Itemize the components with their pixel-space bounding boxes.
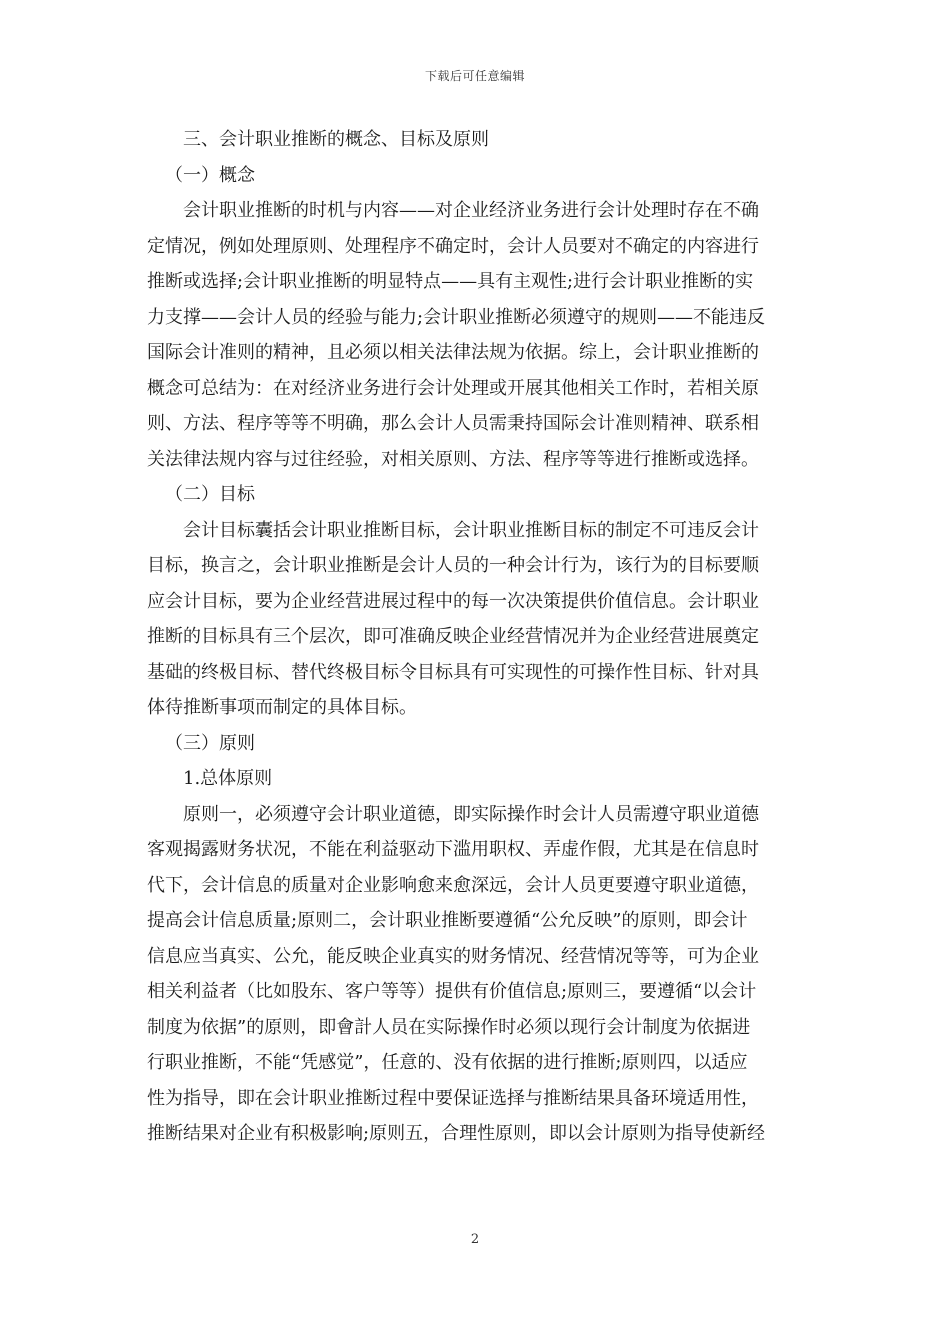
paragraph-line: 定情况，例如处理原则、处理程序不确定时，会计人员要对不确定的内容进行	[147, 235, 759, 257]
paragraph-line: 制度为依据”的原则，即會計人员在实际操作时必须以现行会计制度为依据进	[147, 1016, 751, 1038]
paragraph-line: 推断结果对企业有积极影响;原则五，合理性原则，即以会计原则为指导使新经	[147, 1123, 766, 1144]
section-heading: 三、会计职业推断的概念、目标及原则	[183, 129, 489, 150]
paragraph-line: 国际会计准则的精神，且必须以相关法律法规为依据。综上，会计职业推断的	[147, 342, 759, 363]
paragraph-line: 目标，换言之，会计职业推断是会计人员的一种会计行为，该行为的目标要顺	[147, 555, 759, 576]
paragraph-line: 提高会计信息质量;原则二，会计职业推断要遵循“公允反映”的原则，即会计	[147, 910, 748, 931]
paragraph-line: 应会计目标，要为企业经营进展过程中的每一次决策提供价值信息。会计职业	[147, 590, 759, 612]
paragraph-line: 概念可总结为：在对经济业务进行会计处理或开展其他相关工作时，若相关原	[147, 377, 759, 399]
paragraph-line: 原则一，必须遵守会计职业道德，即实际操作时会计人员需遵守职业道德	[183, 803, 759, 825]
paragraph-line: 力支撑——会计人员的经验与能力;会计职业推断必须遵守的规则——不能违反	[147, 306, 766, 328]
page-header: 下载后可任意编辑	[424, 69, 525, 83]
paragraph-line: 体待推断事项而制定的具体目标。	[147, 697, 417, 718]
subsection-heading: （三）原则	[165, 732, 255, 754]
document-body	[147, 122, 807, 1152]
page-number: 2	[470, 1232, 480, 1247]
paragraph-line: 会计目标囊括会计职业推断目标，会计职业推断目标的制定不可违反会计	[183, 519, 759, 541]
sub-subsection-heading: 1.总体原则	[183, 768, 273, 789]
subsection-heading: （二）目标	[165, 484, 255, 505]
paragraph-line: 相关利益者（比如股东、客户等等）提供有价值信息;原则三，要遵循“以会计	[147, 981, 757, 1002]
paragraph-line: 客观揭露财务状况，不能在利益驱动下滥用职权、弄虚作假，尤其是在信息时	[147, 839, 759, 860]
subsection-heading: （一）概念	[165, 164, 255, 186]
paragraph-line: 行职业推断，不能“凭感觉”，任意的、没有依据的进行推断;原则四，以适应	[147, 1052, 748, 1073]
paragraph-line: 基础的终极目标、替代终极目标令目标具有可实现性的可操作性目标、针对具	[147, 661, 759, 683]
paragraph-line: 推断的目标具有三个层次，即可准确反映企业经营情况并为企业经营进展奠定	[147, 626, 759, 647]
paragraph-line: 关法律法规内容与过往经验，对相关原则、方法、程序等等进行推断或选择。	[147, 448, 759, 470]
paragraph-line: 推断或选择;会计职业推断的明显特点——具有主观性;进行会计职业推断的实	[147, 271, 754, 292]
paragraph-line: 则、方法、程序等等不明确，那么会计人员需秉持国际会计准则精神、联系相	[147, 413, 759, 434]
paragraph-line: 代下，会计信息的质量对企业影响愈来愈深远，会计人员更要遵守职业道德，	[147, 874, 759, 896]
paragraph-line: 性为指导，即在会计职业推断过程中要保证选择与推断结果具备环境适用性，	[147, 1087, 759, 1109]
paragraph-line: 会计职业推断的时机与内容——对企业经济业务进行会计处理时存在不确	[183, 200, 759, 221]
paragraph-line: 信息应当真实、公允，能反映企业真实的财务情况、经营情况等等，可为企业	[147, 945, 759, 967]
